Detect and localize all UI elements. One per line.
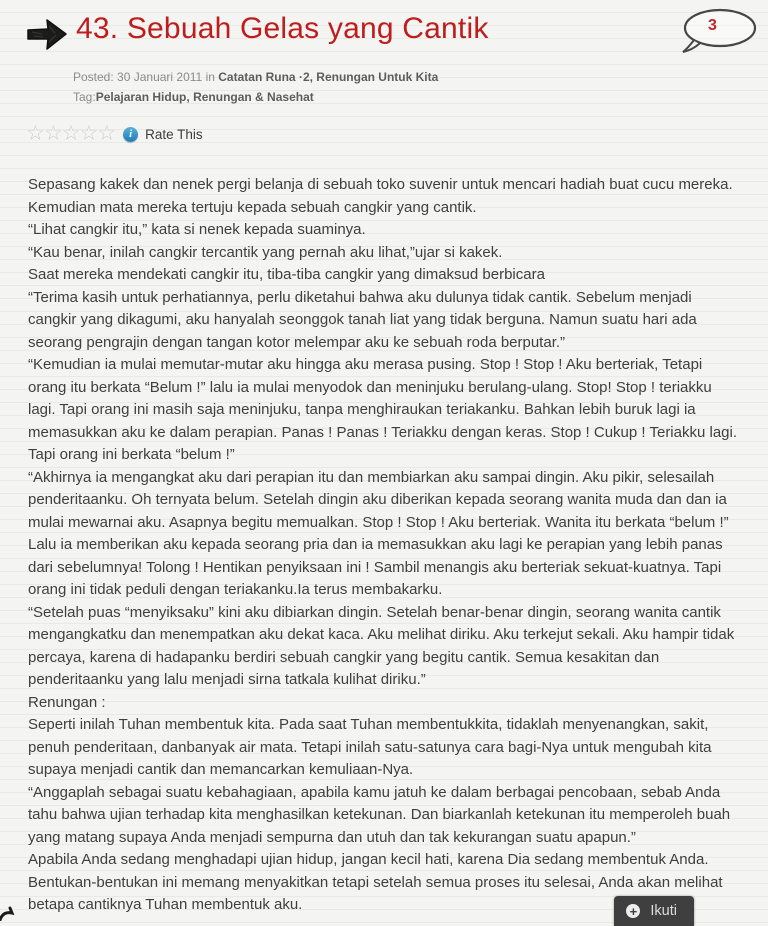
- circle-plus-icon: +: [626, 904, 640, 918]
- article-body: [28, 174, 740, 917]
- follow-label: Ikuti: [650, 903, 677, 919]
- comment-count-bubble[interactable]: [682, 6, 760, 58]
- comment-count: 3: [708, 17, 717, 34]
- follow-button[interactable]: [614, 896, 694, 926]
- post-title[interactable]: 43. Sebuah Gelas yang Cantik: [76, 12, 489, 45]
- star-icon[interactable]: ☆: [97, 122, 117, 145]
- paragraph: “Lihat cangkir itu,” kata si nenek kepada suaminya.: [28, 221, 366, 238]
- paragraph: Apabila Anda sedang menghadapi ujian hidup, jangan kecil hati, karena Dia sedang membentuk Anda. Bentukan-bentukan ini memang menyakitkan tetapi setelah semua proses itu selesai, Anda akan melihat betapa cantiknya Tuhan membentuk aku.: [28, 851, 723, 913]
- posted-date: 30 Januari 2011: [117, 70, 203, 84]
- paragraph: Seperti inilah Tuhan membentuk kita. Pada saat Tuhan membentukkita, tidaklah menyenangkan, sakit, penuh penderitaan, danbanyak air mata. Tetapi inilah satu-satunya cara bagi-Nya untuk mengubah kita supaya menjadi cantik dan memancarkan kemuliaan-Nya.: [28, 716, 712, 778]
- tag-link[interactable]: Pelajaran Hidup: [95, 90, 187, 104]
- paragraph: “Setelah puas “menyiksaku” kini aku dibiarkan dingin. Setelah benar-benar dingin, seorang wanita cantik mengangkatku dan menempatkan aku dekat kaca. Aku melihat diriku. Aku terkejut sekali. Aku hampir tidak percaya, karena di hadapanku berdiri sebuah cangkir yang begitu cantik. Semua kesakitan dan penderitaanku yang lalu menjadi sirna tatkala kulihat diriku.”: [28, 603, 735, 688]
- star-rating[interactable]: [26, 124, 115, 144]
- post-meta: [73, 67, 756, 107]
- posted-in-word: in: [205, 70, 215, 84]
- paragraph: “Anggaplah sebagai suatu kebahagiaan, apabila kamu jatuh ke dalam berbagai pencobaan, sebab Anda tahu bahwa ujian terhadap kita menghasilkan ketekunan. Dan biarkanlah ketekunan itu memperoleh buah yang matang supaya Anda menjadi sempurna dan utuh dan tak kekurangan suatu apapun.”: [28, 783, 731, 846]
- star-icon[interactable]: ☆: [43, 122, 63, 145]
- star-icon[interactable]: ☆: [26, 122, 45, 145]
- category-link[interactable]: Renungan Untuk Kita: [316, 70, 439, 84]
- paragraph: “Kau benar, inilah cangkir tercantik yang pernah aku lihat,”ujar si kakek.: [28, 243, 503, 261]
- tag-line: [73, 87, 756, 107]
- post-header: [0, 0, 768, 107]
- tag-label: Tag:: [73, 90, 96, 104]
- arrow-right-icon: [26, 14, 68, 59]
- star-icon[interactable]: ☆: [61, 122, 81, 145]
- paragraph: “Kemudian ia mulai memutar-mutar aku hingga aku merasa pusing. Stop ! Stop ! Aku berteriak, Tetapi orang itu berkata “Belum !” lalu ia mulai menyodok dan meninjuku berulang-ulang. Stop! Stop ! teriakku lagi. Tapi orang ini masih saja meninjuku, tanpa menghiraukan teriakanku. Bahkan lebih buruk lagi ia memasukkan aku ke dalam perapian. Panas ! Panas ! Teriakku dengan keras. Stop ! Cukup ! Teriakku lagi. Tapi orang ini berkata “belum !”: [28, 356, 738, 463]
- corner-arrow-decoration: [0, 905, 18, 926]
- star-icon[interactable]: ☆: [79, 122, 99, 145]
- tag-link[interactable]: Renungan & Nasehat: [193, 90, 314, 104]
- paragraph: Saat mereka mendekati cangkir itu, tiba-tiba cangkir yang dimaksud berbicara: [28, 266, 545, 283]
- paragraph: Sepasang kakek dan nenek pergi belanja di sebuah toko suvenir untuk mencari hadiah buat cucu mereka. Kemudian mata mereka tertuju kepada sebuah cangkir yang cantik.: [28, 176, 733, 216]
- title-row: [26, 10, 756, 59]
- paragraph: “Akhirnya ia mengangkat aku dari perapian itu dan membiarkan aku sampai dingin. Aku pikir, selesailah penderitaanku. Oh ternyata belum. Setelah dingin aku diberikan kepada seorang wanita muda dan dan ia mulai mewarnai aku. Asapnya begitu memualkan. Stop ! Stop ! Aku berteriak. Wanita itu berkata “belum !” Lalu ia memberikan aku kepada seorang pria dan ia memasukkan aku lagi ke perapian yang lebih panas dari sebelumnya! Tolong ! Hentikan penyiksaan ini ! Sambil menangis aku berteriak sekuat-kuatnya. Tapi orang ini tidak peduli dengan teriakanku.Ia terus membakarku.: [28, 468, 729, 598]
- paragraph: Renungan :: [28, 693, 106, 711]
- tag-separator: ,: [186, 90, 194, 104]
- category-link[interactable]: Catatan Runa ·2: [218, 70, 310, 84]
- category-separator: ,: [309, 70, 317, 84]
- rate-this-label: Rate This: [145, 126, 203, 142]
- posted-line: [73, 67, 756, 87]
- posted-label: Posted:: [73, 70, 114, 84]
- info-icon: i: [123, 127, 138, 142]
- rating-widget: [26, 123, 768, 145]
- paragraph: “Terima kasih untuk perhatiannya, perlu diketahui bahwa aku dulunya tidak cantik. Sebelum menjadi cangkir yang dikagumi, aku hanyalah seonggok tanah liat yang tidak berguna. Namun suatu hari ada seorang pengrajin dengan tangan kotor melempar aku ke sebuah roda berputar.”: [28, 288, 697, 351]
